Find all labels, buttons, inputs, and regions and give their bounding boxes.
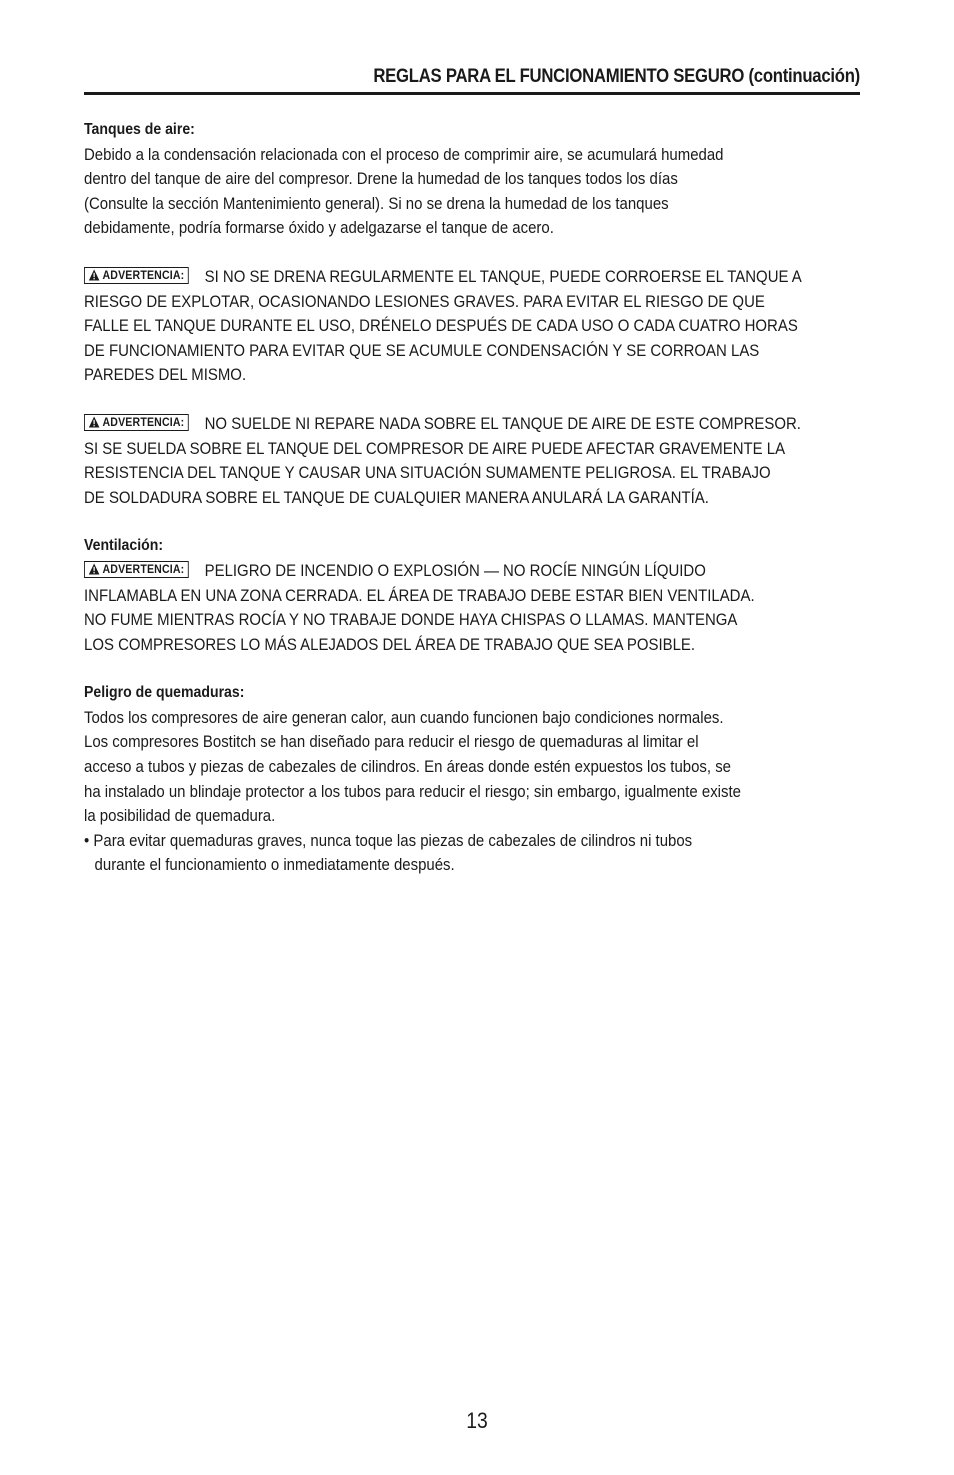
section-peligro-de-quemaduras: [84, 681, 860, 878]
section-heading: Ventilación:: [84, 537, 164, 555]
section-heading: Tanques de aire:: [84, 121, 195, 138]
paragraph-line: la posibilidad de quemadura.: [84, 806, 276, 826]
paragraph-line: SI SE SUELDA SOBRE EL TANQUE DEL COMPRESOR DE AIRE PUEDE AFECTAR GRAVEMENTE LA: [84, 438, 786, 458]
paragraph-line: DE SOLDADURA SOBRE EL TANQUE DE CUALQUIER MANERA ANULARÁ LA GARANTÍA.: [84, 487, 709, 507]
paragraph-line: DE FUNCIONAMIENTO PARA EVITAR QUE SE ACUMULE CONDENSACIÓN Y SE CORROAN LAS: [84, 340, 760, 360]
page-title: REGLAS PARA EL FUNCIONAMIENTO SEGURO (continuación): [373, 66, 860, 87]
warning-text: NO SUELDE NI REPARE NADA SOBRE EL TANQUE DE AIRE DE ESTE COMPRESOR.: [204, 413, 801, 433]
section-ventilacion: [84, 534, 860, 657]
bullet-item-continuation: durante el funcionamiento o inmediatamente después.: [94, 855, 455, 875]
warning-badge-label: ADVERTENCIA:: [102, 267, 185, 282]
paragraph-line: Debido a la condensación relacionada con el proceso de comprimir aire, se acumulará humedad: [84, 144, 724, 164]
warning-block-no-weld: [84, 412, 860, 510]
paragraph-line: [84, 265, 860, 290]
warning-triangle-icon: [88, 563, 99, 575]
warning-triangle-icon: [88, 416, 99, 428]
warning-block-drain-tank: [84, 265, 860, 388]
warning-badge-label: ADVERTENCIA:: [102, 414, 185, 429]
warning-triangle-icon: [88, 269, 99, 281]
paragraph-line: [84, 559, 860, 584]
paragraph-line: LOS COMPRESORES LO MÁS ALEJADOS DEL ÁREA DE TRABAJO QUE SEA POSIBLE.: [84, 634, 696, 654]
warning-badge: [84, 414, 189, 431]
paragraph-line: FALLE EL TANQUE DURANTE EL USO, DRÉNELO DESPUÉS DE CADA USO O CADA CUATRO HORAS: [84, 316, 798, 336]
document-body: [84, 118, 860, 902]
paragraph-line: PAREDES DEL MISMO.: [84, 365, 247, 385]
paragraph-line: ha instalado un blindaje protector a los tubos para reducir el riesgo; sin embargo, igualmente existe: [84, 781, 741, 801]
section-heading: Peligro de quemaduras:: [84, 684, 245, 702]
paragraph-line: dentro del tanque de aire del compresor. Drene la humedad de los tanques todos los días: [84, 169, 678, 189]
paragraph-line: debidamente, podría formarse óxido y adelgazarse el tanque de acero.: [84, 218, 554, 238]
paragraph-line: [84, 412, 860, 437]
page-header: [84, 62, 860, 95]
warning-badge-label: ADVERTENCIA:: [102, 561, 185, 576]
paragraph-line: (Consulte la sección Mantenimiento general). Si no se drena la humedad de los tanques: [84, 193, 669, 213]
paragraph-line: acceso a tubos y piezas de cabezales de cilindros. En áreas donde estén expuestos los tubos, se: [84, 757, 732, 777]
paragraph-line: Todos los compresores de aire generan calor, aun cuando funcionen bajo condiciones normales.: [84, 707, 724, 727]
paragraph-line: RESISTENCIA DEL TANQUE Y CAUSAR UNA SITUACIÓN SUMAMENTE PELIGROSA. EL TRABAJO: [84, 463, 771, 483]
paragraph-line: Los compresores Bostitch se han diseñado para reducir el riesgo de quemaduras al limitar el: [84, 732, 699, 752]
warning-badge: [84, 561, 189, 578]
warning-text: SI NO SE DRENA REGULARMENTE EL TANQUE, PUEDE CORROERSE EL TANQUE A: [204, 266, 802, 286]
section-tanques-de-aire: [84, 118, 860, 241]
page-number: 13: [466, 1408, 488, 1433]
paragraph-line: RIESGO DE EXPLOTAR, OCASIONANDO LESIONES GRAVES. PARA EVITAR EL RIESGO DE QUE: [84, 291, 765, 311]
paragraph-line: NO FUME MIENTRAS ROCÍA Y NO TRABAJE DONDE HAYA CHISPAS O LLAMAS. MANTENGA: [84, 610, 738, 630]
warning-badge: [84, 267, 189, 284]
paragraph-line: INFLAMABLA EN UNA ZONA CERRADA. EL ÁREA DE TRABAJO DEBE ESTAR BIEN VENTILADA.: [84, 585, 755, 605]
warning-text: PELIGRO DE INCENDIO O EXPLOSIÓN — NO ROCÍE NINGÚN LÍQUIDO: [204, 560, 706, 580]
bullet-item: • Para evitar quemaduras graves, nunca toque las piezas de cabezales de cilindros ni tubos: [84, 830, 693, 850]
